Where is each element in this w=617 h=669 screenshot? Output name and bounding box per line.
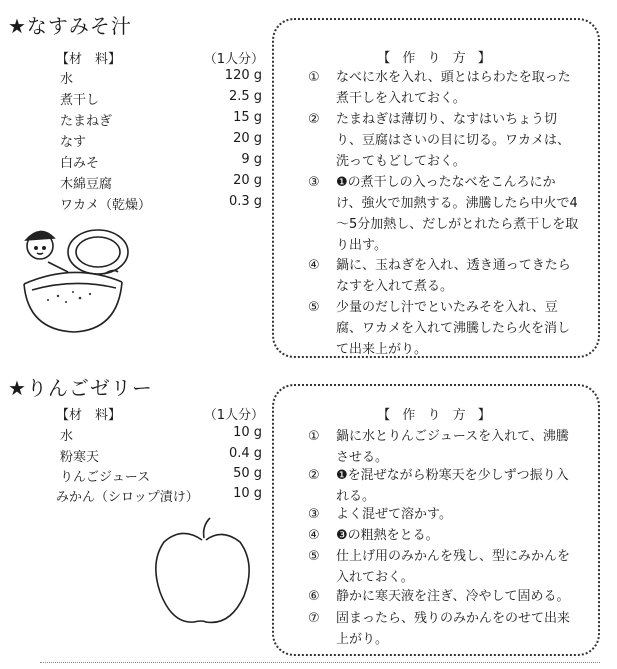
ingredient-amount: 10 g	[233, 425, 262, 440]
jelly-ingredient-row	[60, 446, 262, 464]
jelly-ingredient-row	[60, 466, 262, 484]
ingredient-name: 白みそ	[60, 156, 100, 171]
ingredient-amount: 20 g	[233, 131, 262, 146]
ingredient-name: みかん（シロップ漬け）	[56, 490, 199, 505]
step-number: ④	[308, 528, 320, 543]
ingredient-name: りんごジュース	[60, 470, 151, 485]
miso-method-title: 【 作 り 方 】	[377, 51, 495, 66]
step-number: ⑤	[308, 300, 320, 315]
ingredient-name: ワカメ（乾燥）	[60, 198, 152, 213]
miso-step	[308, 172, 580, 256]
step-text: ❶の煮干しの入ったなべをこんろにかけ、強火で加熱する。沸騰したら中火で4～5分加熱し、だしがとれたら煮干しを取り出す。	[336, 175, 579, 253]
ingredient-amount: 50 g	[233, 466, 262, 481]
miso-ingredient-row	[60, 173, 262, 191]
jelly-step	[308, 586, 580, 607]
ingredient-name: 煮干し	[60, 93, 100, 108]
jelly-ingredients-header-row	[56, 404, 264, 422]
jelly-step	[308, 426, 580, 468]
jelly-title: ★りんごゼリー	[8, 376, 153, 400]
apple-illustration	[152, 516, 254, 628]
step-number: ⑥	[308, 589, 320, 604]
step-number: ①	[308, 70, 320, 85]
ingredient-name: 水	[60, 429, 74, 444]
step-text: 鍋に、玉ねぎを入れ、透き通ってきたらなすを入れて煮る。	[336, 258, 571, 294]
step-text: 仕上げ用のみかんを残し、型にみかんを入れておく。	[336, 549, 571, 585]
step-text: ❶を混ぜながら粉寒天を少しずつ振り入れる。	[336, 468, 569, 504]
ingredient-name: 水	[60, 72, 74, 87]
step-number: ②	[308, 468, 320, 483]
ingredient-amount: 2.5 g	[228, 89, 262, 104]
miso-serving-label: （1人分）	[203, 52, 264, 67]
step-text: なべに水を入れ、頭とはらわたを取った煮干しを入れておく。	[336, 70, 571, 106]
miso-ingredient-row	[60, 89, 262, 107]
jelly-step	[308, 546, 580, 588]
step-number: ⑦	[308, 611, 320, 626]
ingredient-amount: 9 g	[241, 152, 262, 167]
jelly-method-title: 【 作 り 方 】	[377, 408, 495, 423]
miso-step	[308, 297, 580, 360]
ingredient-name: たまねぎ	[60, 114, 113, 129]
step-number: ①	[308, 429, 320, 444]
ingredient-amount: 0.4 g	[228, 446, 262, 461]
jelly-step	[308, 504, 580, 525]
jelly-ingredient-row	[56, 486, 262, 504]
miso-step	[308, 255, 580, 297]
jelly-ingredient-row	[60, 425, 262, 443]
step-text: ❸の粗熱をとる。	[336, 528, 439, 543]
step-text: 固まったら、残りのみかんをのせて出来上がり。	[336, 611, 571, 647]
step-text: 静かに寒天液を注ぎ、冷やして固める。	[336, 589, 570, 604]
step-text: たまねぎは薄切り、なすはいちょう切り、豆腐はさいの目に切る。ワカメは、洗ってもどしておく。	[336, 112, 571, 169]
miso-ingredient-row	[60, 131, 262, 149]
jelly-step	[308, 465, 580, 507]
ingredient-amount: 10 g	[233, 486, 262, 501]
ingredient-name: 粉寒天	[60, 450, 100, 465]
step-number: ③	[308, 507, 320, 522]
ingredient-amount: 20 g	[233, 173, 262, 188]
step-text: 鍋に水とりんごジュースを入れて、沸騰させる。	[336, 429, 569, 465]
miso-ingredient-row	[60, 152, 262, 170]
miso-ingredients-header: 【材 料】	[56, 52, 122, 67]
bottom-divider	[40, 662, 600, 663]
step-text: 少量のだし汁でといたみそを入れ、豆腐、ワカメを入れて沸騰したら火を消して出来上がり。	[336, 300, 571, 357]
miso-method-box	[272, 18, 600, 358]
jelly-step	[308, 525, 580, 546]
jelly-ingredients-header: 【材 料】	[56, 408, 122, 423]
miso-ingredient-row	[60, 68, 262, 86]
miso-step	[308, 109, 580, 172]
miso-ingredient-row	[60, 110, 262, 128]
step-number: ②	[308, 112, 320, 127]
miso-ingredients-header-row	[56, 48, 264, 66]
ingredient-amount: 0.3 g	[228, 194, 262, 209]
step-number: ④	[308, 258, 320, 273]
ingredient-name: なす	[60, 135, 87, 150]
step-text: よく混ぜて溶かす。	[336, 507, 452, 522]
ingredient-name: 木綿豆腐	[60, 177, 113, 192]
ingredient-amount: 120 g	[224, 68, 262, 83]
step-number: ⑤	[308, 549, 320, 564]
step-number: ③	[308, 175, 320, 190]
miso-step	[308, 67, 580, 109]
child-cooking-illustration	[18, 212, 130, 344]
ingredient-amount: 15 g	[233, 110, 262, 125]
miso-title: ★なすみそ汁	[8, 14, 132, 38]
miso-ingredient-row	[60, 194, 262, 212]
jelly-method-box	[272, 384, 600, 656]
jelly-step	[308, 608, 580, 650]
jelly-serving-label: （1人分）	[203, 408, 264, 423]
